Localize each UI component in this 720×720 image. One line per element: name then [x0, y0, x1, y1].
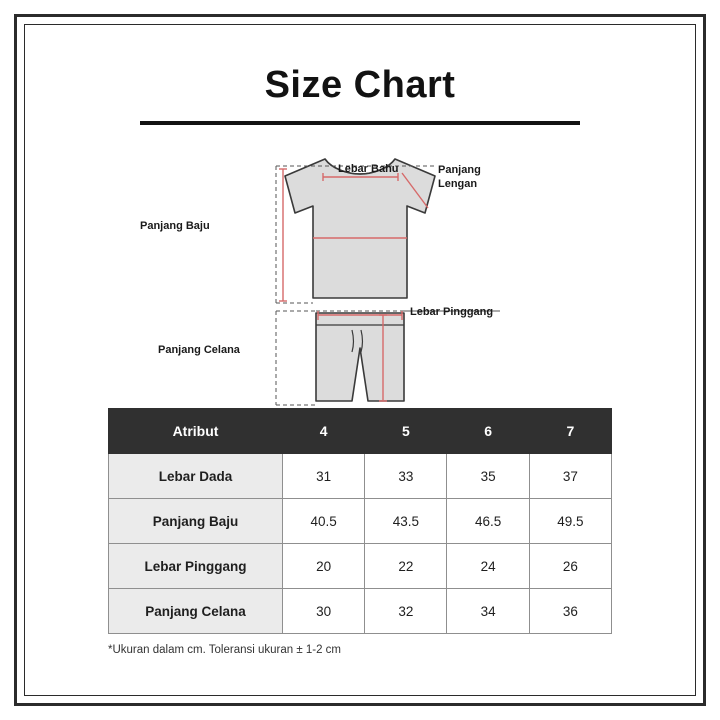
header-size-6: 6 — [447, 409, 529, 454]
row-attribute: Lebar Pinggang — [109, 544, 283, 589]
cell-value: 37 — [529, 454, 611, 499]
cell-value: 34 — [447, 589, 529, 634]
cell-value: 36 — [529, 589, 611, 634]
size-table-wrap — [108, 408, 612, 656]
cell-value: 22 — [365, 544, 447, 589]
row-attribute: Panjang Celana — [109, 589, 283, 634]
cell-value: 49.5 — [529, 499, 611, 544]
row-attribute: Lebar Dada — [109, 454, 283, 499]
row-attribute: Panjang Baju — [109, 499, 283, 544]
label-panjang-celana: Panjang Celana — [158, 344, 240, 356]
cell-value: 31 — [283, 454, 365, 499]
title-divider-wrap — [40, 121, 680, 125]
cell-value: 46.5 — [447, 499, 529, 544]
page-title: Size Chart — [264, 64, 456, 106]
cell-value: 35 — [447, 454, 529, 499]
size-table-head — [109, 409, 612, 454]
header-size-4: 4 — [283, 409, 365, 454]
label-panjang-lengan-line1: Panjang — [438, 164, 481, 176]
cell-value: 40.5 — [283, 499, 365, 544]
title-divider — [140, 121, 580, 125]
header-size-7: 7 — [529, 409, 611, 454]
cell-value: 32 — [365, 589, 447, 634]
size-table-body — [109, 454, 612, 634]
cell-value: 30 — [283, 589, 365, 634]
cell-value: 43.5 — [365, 499, 447, 544]
garment-diagram-svg — [80, 133, 640, 418]
label-lebar-pinggang: Lebar Pinggang — [410, 306, 494, 318]
label-panjang-lengan-line2: Lengan — [438, 178, 478, 190]
size-table — [108, 408, 612, 634]
table-row — [109, 589, 612, 634]
measurement-note: *Ukuran dalam cm. Toleransi ukuran ± 1-2 cm — [108, 644, 341, 656]
table-header-row — [109, 409, 612, 454]
tshirt-shape — [285, 159, 435, 298]
table-row — [109, 454, 612, 499]
table-row — [109, 499, 612, 544]
label-lebar-bahu: Lebar Bahu — [338, 163, 399, 175]
page-content — [40, 40, 680, 680]
header-size-5: 5 — [365, 409, 447, 454]
header-attribute: Atribut — [109, 409, 283, 454]
cell-value: 33 — [365, 454, 447, 499]
cell-value: 26 — [529, 544, 611, 589]
garment-illustration — [40, 133, 680, 423]
label-panjang-baju: Panjang Baju — [140, 220, 210, 232]
shorts-shape — [316, 313, 404, 401]
table-row — [109, 544, 612, 589]
cell-value: 20 — [283, 544, 365, 589]
cell-value: 24 — [447, 544, 529, 589]
